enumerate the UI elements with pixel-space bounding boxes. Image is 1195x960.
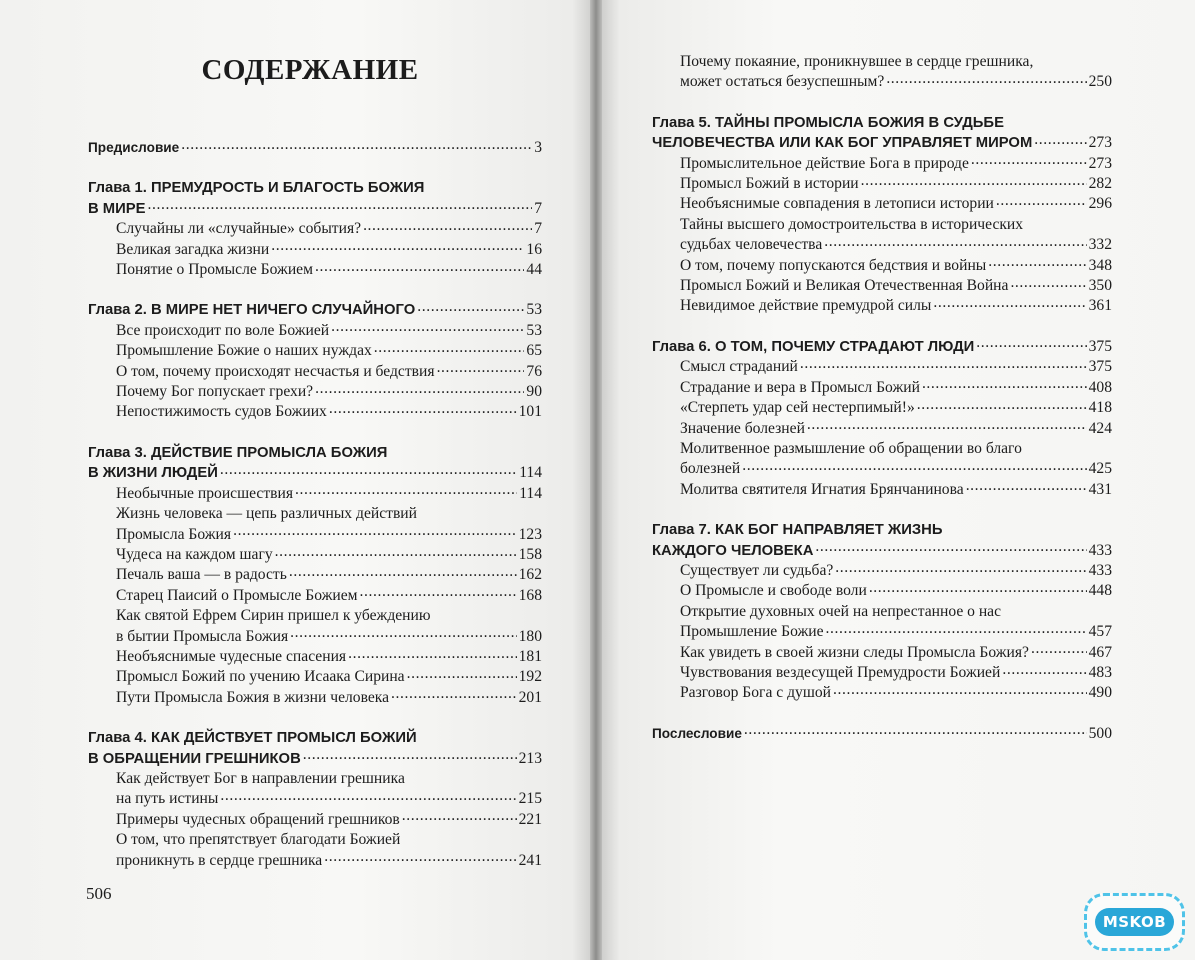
toc-page-number: 490: [1088, 684, 1112, 702]
dot-leader: [275, 545, 517, 559]
toc-section-entry[interactable]: [88, 545, 542, 565]
toc-chapter-entry[interactable]: [652, 337, 1112, 357]
toc-entry-title: ЧЕЛОВЕЧЕСТВА ИЛИ КАК БОГ УПРАВЛЯЕТ МИРОМ: [652, 135, 1033, 152]
dot-leader: [824, 235, 1086, 249]
toc-page-number: 296: [1088, 195, 1112, 213]
toc-section-entry[interactable]: [88, 260, 542, 280]
toc-entry-title: Пути Промысла Божия в жизни человека: [116, 688, 390, 706]
toc-section-entry[interactable]: [88, 321, 542, 341]
dot-leader: [869, 581, 1087, 595]
dot-leader: [807, 419, 1087, 433]
toc-page-number: 483: [1088, 663, 1112, 681]
toc-page-number: 361: [1088, 297, 1112, 315]
toc-section-entry[interactable]: [652, 52, 1112, 93]
dot-leader: [331, 321, 524, 335]
toc-section-entry[interactable]: [88, 688, 542, 708]
dot-leader: [148, 199, 533, 213]
dot-leader: [329, 402, 517, 416]
toc-section-entry[interactable]: [88, 219, 542, 239]
toc-page-number: 408: [1088, 378, 1112, 396]
toc-section-entry[interactable]: [652, 419, 1112, 439]
toc-entry-title: Глава 2. В МИРЕ НЕТ НИЧЕГО СЛУЧАЙНОГО: [88, 302, 416, 319]
dot-leader: [181, 138, 532, 152]
toc-page-number: 433: [1088, 561, 1112, 579]
toc-section-entry[interactable]: [88, 382, 542, 402]
toc-entry-title: проникнуть в сердце грешника: [116, 851, 323, 869]
toc-page-number: 213: [518, 749, 542, 767]
toc-page-number: 168: [518, 586, 542, 604]
toc-section-entry[interactable]: [652, 276, 1112, 296]
toc-page-number: 44: [526, 261, 542, 279]
toc-entry-title: Послесловие: [652, 725, 742, 741]
section-gap: [652, 500, 1112, 520]
dot-leader: [800, 357, 1087, 371]
dot-leader: [324, 851, 516, 865]
toc-page-number: 424: [1088, 419, 1112, 437]
toc-entry-title: судьбах человечества: [680, 236, 823, 254]
toc-chapter-entry[interactable]: [88, 300, 542, 320]
toc-entry-title: Открытие духовных очей на непрестанное о нас: [680, 602, 1002, 620]
toc-entry-title: Невидимое действие премудрой силы: [680, 297, 932, 315]
toc-entry-title: О том, почему происходят несчастья и бедствия: [116, 362, 435, 380]
dot-leader: [922, 378, 1087, 392]
toc-entry-title: Промышление Божие о наших нуждах: [116, 342, 372, 360]
toc-page-number: 500: [1088, 724, 1112, 742]
dot-leader: [402, 810, 517, 824]
toc-page-number: 76: [526, 362, 542, 380]
dot-leader: [833, 683, 1087, 697]
toc-page-number: 65: [526, 342, 542, 360]
watermark-text: MSKOB: [1095, 908, 1174, 936]
dot-leader: [315, 382, 524, 396]
toc-entry-title: Промышление Божие: [680, 623, 824, 641]
toc-entry-title: Глава 1. ПРЕМУДРОСТЬ И БЛАГОСТЬ БОЖИЯ: [88, 180, 425, 197]
toc-entry-title: «Стерпеть удар сей нестерпимый!»: [680, 399, 915, 417]
section-gap: [88, 708, 542, 728]
toc-entry-title: Старец Паисий о Промысле Божием: [116, 586, 358, 604]
dot-leader: [417, 300, 524, 314]
dot-leader: [348, 647, 517, 661]
toc-entry-title: О Промысле и свободе воли: [680, 582, 867, 600]
toc-page-number: 7: [534, 220, 542, 238]
toc-entry-title: Почему Бог попускает грехи?: [116, 383, 314, 401]
dot-leader: [1034, 133, 1086, 147]
toc-front-entry[interactable]: [652, 724, 1112, 744]
toc-section-entry[interactable]: [88, 341, 542, 361]
toc-entry-title: Предисловие: [88, 140, 180, 155]
dot-leader: [933, 296, 1086, 310]
toc-entry-title: Непостижимость судов Божиих: [116, 403, 327, 421]
toc-entry-title: Промысла Божия: [116, 525, 232, 543]
dot-leader: [835, 561, 1086, 575]
toc-entry-title: может остаться безуспешным?: [680, 73, 885, 91]
toc-chapter-entry[interactable]: [652, 520, 1112, 561]
dot-leader: [289, 565, 517, 579]
dot-leader: [233, 525, 517, 539]
toc-entry-title: В ЖИЗНИ ЛЮДЕЙ: [88, 465, 218, 482]
toc-section-entry[interactable]: [652, 561, 1112, 581]
section-gap: [652, 317, 1112, 337]
dot-leader: [826, 622, 1087, 636]
toc-entry-title: болезней: [680, 460, 741, 478]
toc-entry-title: Случайны ли «случайные» события?: [116, 220, 362, 238]
toc-page-number: 375: [1088, 337, 1112, 355]
toc-page-number: 250: [1088, 73, 1112, 91]
section-gap: [88, 423, 542, 443]
toc-entry-title: Чудеса на каждом шагу: [116, 545, 273, 563]
dot-leader: [744, 724, 1087, 738]
toc-page-number: 158: [518, 545, 542, 563]
page-number: 506: [86, 884, 112, 903]
toc-page-number: 348: [1088, 256, 1112, 274]
dot-leader: [407, 667, 517, 681]
toc-entry-title: Глава 3. ДЕЙСТВИЕ ПРОМЫСЛА БОЖИЯ: [88, 444, 388, 461]
dot-leader: [966, 480, 1087, 494]
toc-entry-title: Страдание и вера в Промысл Божий: [680, 378, 920, 396]
dot-leader: [815, 541, 1086, 555]
toc-section-entry[interactable]: [652, 378, 1112, 398]
toc-section-entry[interactable]: [88, 240, 542, 260]
toc-page-number: 16: [526, 240, 542, 258]
toc-page-number: 332: [1088, 236, 1112, 254]
book-gutter: [590, 0, 602, 960]
toc-page-number: 181: [518, 647, 542, 665]
toc-section-entry[interactable]: [652, 174, 1112, 194]
toc-entry-title: Глава 4. КАК ДЕЙСТВУЕТ ПРОМЫСЛ БОЖИЙ: [88, 730, 417, 747]
toc-entry-title: Необъяснимые совпадения в летописи истории: [680, 195, 994, 213]
toc-page-number: 7: [534, 199, 542, 217]
dot-leader: [303, 749, 517, 763]
toc-chapter-entry[interactable]: [88, 728, 542, 769]
toc-page-number: 90: [526, 383, 542, 401]
toc-entry-title: В ОБРАЩЕНИИ ГРЕШНИКОВ: [88, 750, 301, 767]
toc-section-entry[interactable]: [652, 683, 1112, 703]
dot-leader: [437, 362, 525, 376]
toc-page-number: 53: [526, 321, 542, 339]
toc-entry-title: Необычные происшествия: [116, 484, 294, 502]
toc-entry-title: Глава 7. КАК БОГ НАПРАВЛЯЕТ ЖИЗНЬ: [652, 522, 943, 539]
dot-leader: [374, 341, 525, 355]
dot-leader: [886, 72, 1086, 86]
toc-entry-title: Как действует Бог в направлении грешника: [116, 769, 405, 787]
toc-page-number: 162: [518, 566, 542, 584]
section-gap: [652, 93, 1112, 113]
dot-leader: [917, 398, 1087, 412]
toc-section-entry[interactable]: [88, 769, 542, 810]
toc-entry-title: Значение болезней: [680, 419, 805, 437]
toc-page-number: 431: [1088, 480, 1112, 498]
toc-page-number: 114: [519, 484, 542, 502]
toc-section-entry[interactable]: [652, 581, 1112, 601]
toc-entry-title: Печаль ваша — в радость: [116, 566, 287, 584]
dot-leader: [391, 688, 517, 702]
dot-leader: [220, 463, 517, 477]
dot-leader: [220, 789, 516, 803]
toc-entry-title: Промысл Божий по учению Исаака Сирина: [116, 668, 405, 686]
toc-entry-title: Почему покаяние, проникнувшее в сердце грешника,: [680, 53, 1034, 70]
dot-leader: [742, 459, 1086, 473]
toc-section-entry[interactable]: [652, 480, 1112, 500]
toc-entry-title: Все происходит по воле Божией: [116, 321, 330, 339]
toc-entry-title: на путь истины: [116, 790, 219, 808]
toc-page-number: 418: [1088, 399, 1112, 417]
toc-section-entry[interactable]: [652, 256, 1112, 276]
toc-section-entry[interactable]: [652, 398, 1112, 418]
toc-section-entry[interactable]: [652, 215, 1112, 256]
toc-entry-title: В МИРЕ: [88, 200, 146, 217]
dot-leader: [971, 154, 1087, 168]
toc-section-entry[interactable]: [88, 565, 542, 585]
toc-section-entry[interactable]: [88, 402, 542, 422]
toc-entry-title: Существует ли судьба?: [680, 561, 834, 579]
section-gap: [652, 704, 1112, 724]
toc-section-entry[interactable]: [652, 194, 1112, 214]
toc-section-entry[interactable]: [652, 643, 1112, 663]
dot-leader: [988, 256, 1086, 270]
toc-chapter-entry[interactable]: [652, 113, 1112, 154]
dot-leader: [295, 484, 517, 498]
toc-section-entry[interactable]: [88, 810, 542, 830]
toc-page-number: 215: [518, 790, 542, 808]
toc-page-number: 467: [1088, 643, 1112, 661]
toc-entry-title: Тайны высшего домостроительства в исторических: [680, 215, 1024, 233]
dot-leader: [861, 174, 1087, 188]
toc-page-number: 3: [534, 139, 542, 156]
toc-section-entry[interactable]: [88, 362, 542, 382]
section-gap: [88, 158, 542, 178]
toc-chapter-entry[interactable]: [88, 178, 542, 219]
toc-page-number: 180: [518, 627, 542, 645]
toc-section-entry[interactable]: [652, 357, 1112, 377]
toc-front-entry[interactable]: [88, 138, 542, 158]
toc-entry-title: Молитвенное размышление об обращении во благо: [680, 439, 1022, 457]
toc-entry-title: Глава 6. О ТОМ, ПОЧЕМУ СТРАДАЮТ ЛЮДИ: [652, 338, 975, 355]
toc-section-entry[interactable]: [88, 586, 542, 606]
toc-entry-title: О том, почему попускаются бедствия и войны: [680, 256, 987, 274]
dot-leader: [290, 627, 516, 641]
toc-left-column: [88, 138, 542, 871]
toc-page-number: 350: [1088, 277, 1112, 295]
toc-section-entry[interactable]: [652, 296, 1112, 316]
dot-leader: [976, 337, 1086, 351]
dot-leader: [271, 240, 524, 254]
toc-entry-title: Разговор Бога с душой: [680, 684, 831, 702]
toc-entry-title: Примеры чудесных обращений грешников: [116, 810, 400, 828]
watermark-logo: [1084, 893, 1185, 951]
toc-entry-title: Промысл Божий и Великая Отечественная Война: [680, 277, 1009, 295]
toc-page-number: 425: [1088, 460, 1112, 478]
toc-section-entry[interactable]: [652, 154, 1112, 174]
dot-leader: [1010, 276, 1086, 290]
toc-section-entry[interactable]: [652, 602, 1112, 643]
section-gap: [88, 280, 542, 300]
toc-entry-title: Промысл Божий в истории: [680, 175, 859, 193]
toc-entry-title: Жизнь человека — цепь различных действий: [116, 505, 417, 523]
toc-entry-title: Чувствования вездесущей Премудрости Божией: [680, 663, 1001, 681]
toc-page-number: 448: [1088, 582, 1112, 600]
toc-page-number: 273: [1088, 154, 1112, 172]
dot-leader: [315, 260, 524, 274]
dot-leader: [363, 219, 532, 233]
toc-entry-title: Необъяснимые чудесные спасения: [116, 647, 347, 665]
toc-section-entry[interactable]: [88, 667, 542, 687]
toc-entry-title: Как увидеть в своей жизни следы Промысла Божия?: [680, 643, 1029, 661]
toc-page-number: 53: [526, 301, 542, 319]
toc-page-number: 273: [1088, 134, 1112, 152]
dot-leader: [1031, 643, 1087, 657]
toc-section-entry[interactable]: [88, 830, 542, 871]
toc-entry-title: Великая загадка жизни: [116, 240, 270, 258]
dot-leader: [360, 586, 517, 600]
toc-entry-title: Как святой Ефрем Сирин пришел к убеждению: [116, 607, 431, 625]
toc-page-number: 282: [1088, 175, 1112, 193]
toc-section-entry[interactable]: [88, 647, 542, 667]
toc-page-number: 101: [518, 403, 542, 421]
toc-page-number: 375: [1088, 358, 1112, 376]
toc-entry-title: Понятие о Промысле Божием: [116, 261, 313, 279]
toc-page-number: 241: [518, 851, 542, 869]
toc-page-number: 221: [518, 810, 542, 828]
toc-entry-title: Молитва святителя Игнатия Брянчанинова: [680, 480, 964, 498]
toc-chapter-entry[interactable]: [88, 443, 542, 484]
toc-section-entry[interactable]: [88, 504, 542, 545]
toc-entry-title: О том, что препятствует благодати Божией: [116, 831, 401, 849]
page-title: СОДЕРЖАНИЕ: [201, 54, 419, 86]
toc-section-entry[interactable]: [88, 606, 542, 647]
dot-leader: [996, 194, 1087, 208]
toc-entry-title: Глава 5. ТАЙНЫ ПРОМЫСЛА БОЖИЯ В СУДЬБЕ: [652, 114, 1004, 131]
toc-right-column: [652, 52, 1112, 744]
toc-entry-title: в бытии Промысла Божия: [116, 627, 289, 645]
toc-section-entry[interactable]: [652, 439, 1112, 480]
toc-page-number: 201: [518, 688, 542, 706]
toc-entry-title: КАЖДОГО ЧЕЛОВЕКА: [652, 542, 814, 559]
toc-page-number: 123: [518, 525, 542, 543]
toc-page-number: 114: [519, 464, 542, 482]
toc-entry-title: Смысл страданий: [680, 358, 798, 376]
toc-entry-title: Промыслительное действие Бога в природе: [680, 154, 969, 172]
toc-page-number: 457: [1088, 623, 1112, 641]
toc-page-number: 433: [1088, 541, 1112, 559]
toc-section-entry[interactable]: [652, 663, 1112, 683]
toc-section-entry[interactable]: [88, 484, 542, 504]
toc-page-number: 192: [518, 668, 542, 686]
dot-leader: [1002, 663, 1086, 677]
